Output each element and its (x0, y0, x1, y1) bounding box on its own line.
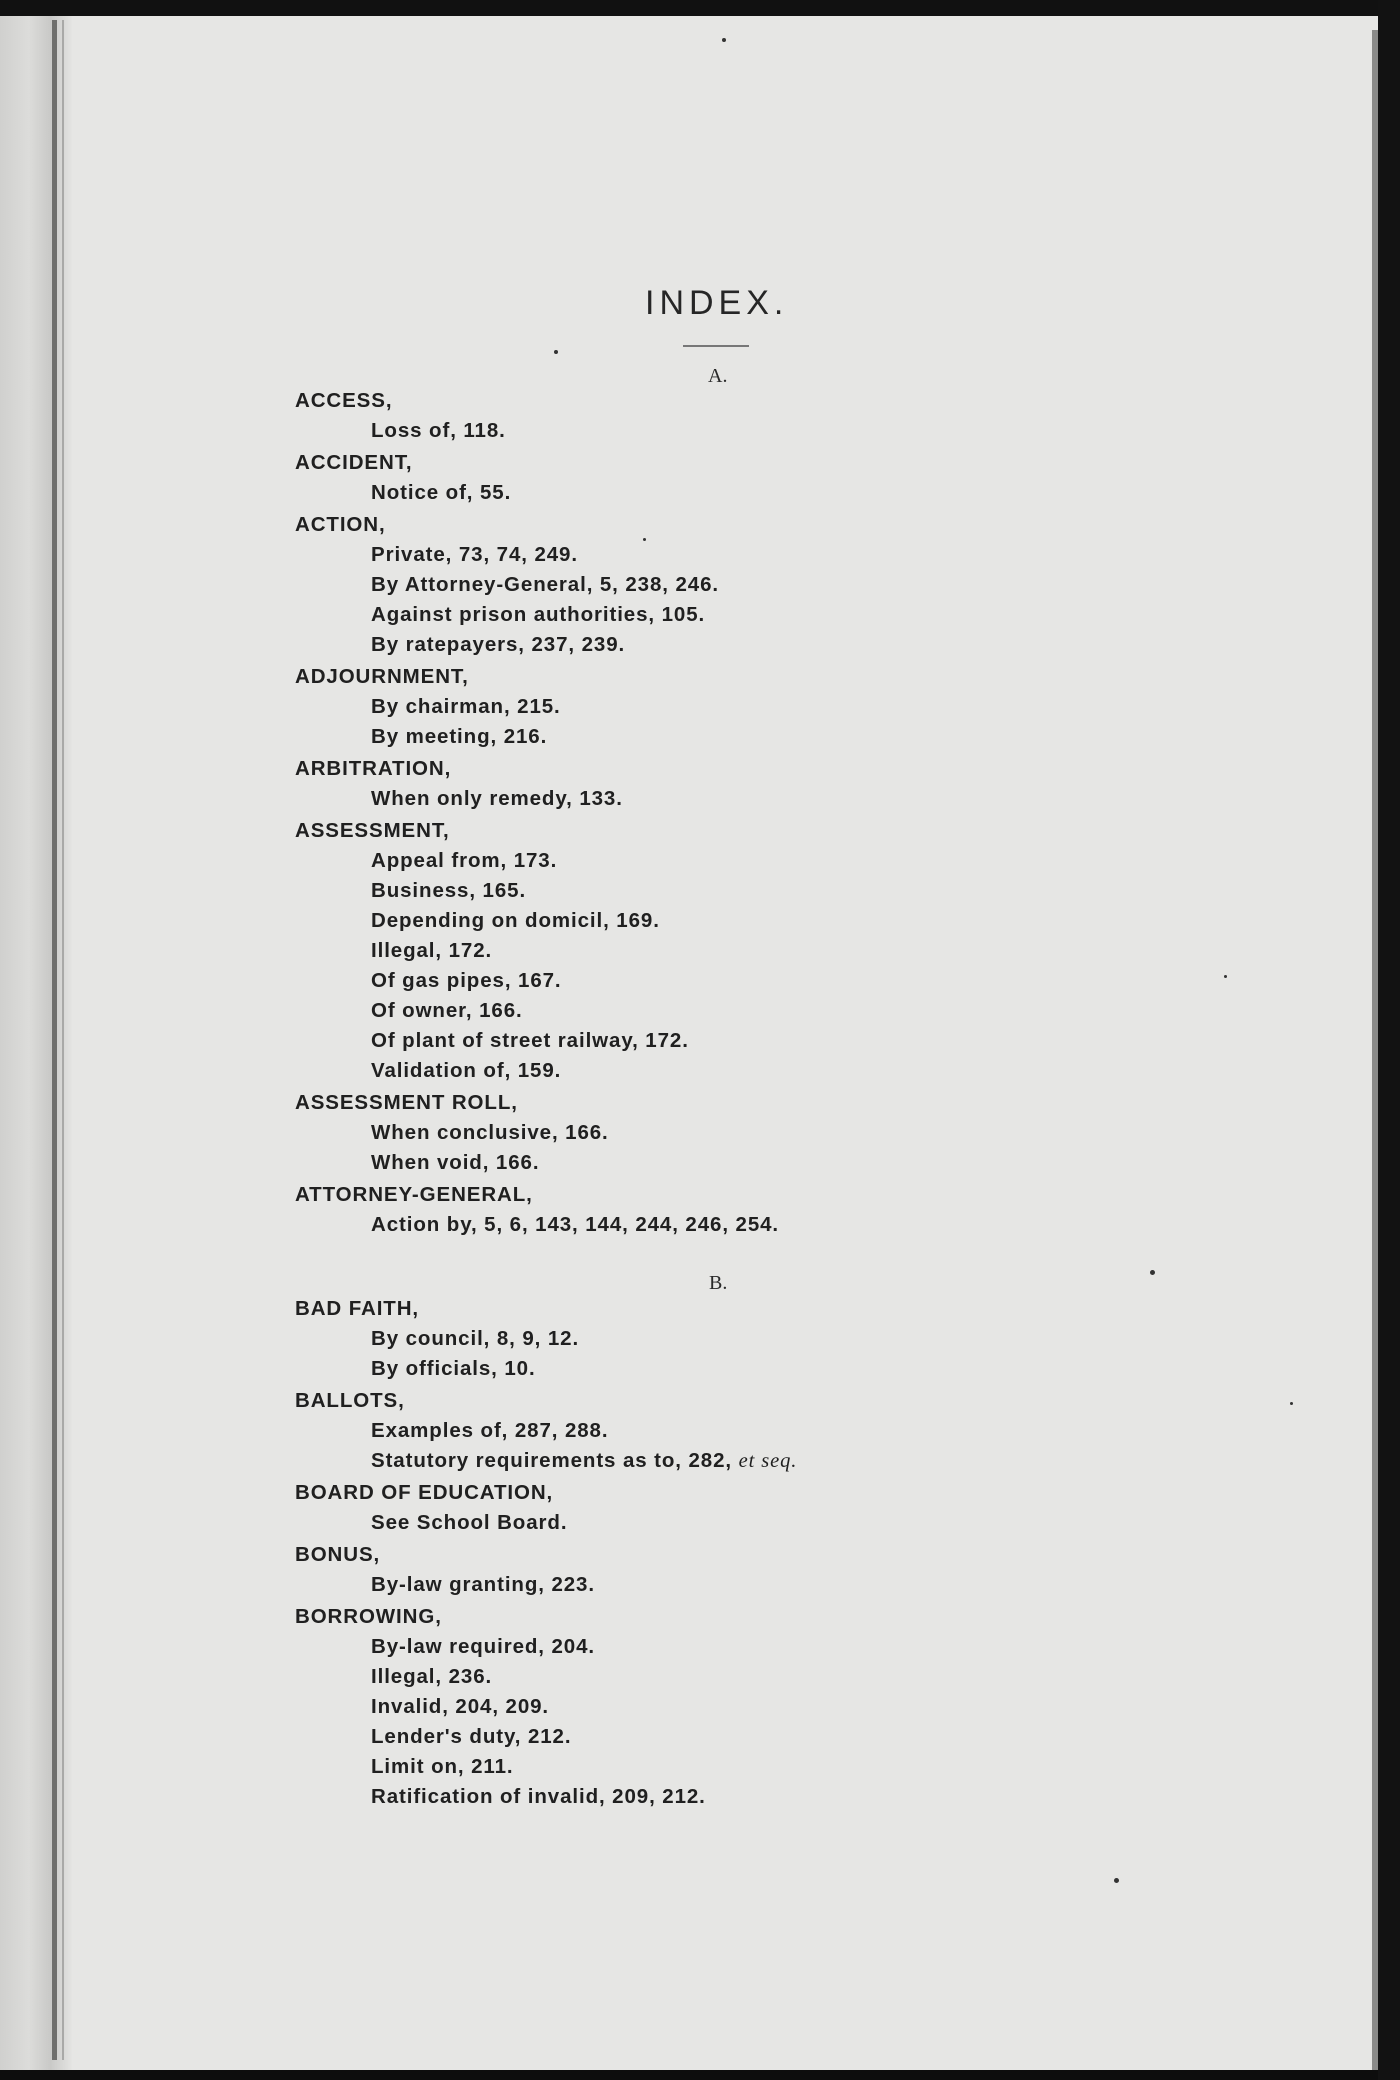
section-letter-a: A. (708, 365, 728, 387)
entry-text: By ratepayers, 237, 239. (371, 633, 626, 656)
entry-text: Appeal from, 173. (371, 849, 558, 872)
index-heading (295, 757, 451, 781)
index-subentry (371, 1635, 595, 1659)
index-heading (295, 513, 386, 537)
index-subentry (371, 419, 506, 443)
entry-text: Action by, 5, 6, 143, 144, 244, 246, 254. (371, 1213, 780, 1236)
index-subentry (371, 909, 660, 933)
index-heading (295, 1543, 380, 1567)
index-subentry (371, 1755, 513, 1779)
entry-text: By officials, 10. (371, 1357, 536, 1380)
entry-text: Business, 165. (371, 879, 527, 902)
index-heading (295, 1091, 518, 1115)
entry-text: By-law required, 204. (371, 1635, 595, 1658)
entry-text: Of plant of street railway, 172. (371, 1029, 689, 1052)
entry-text: BOARD OF EDUCATION, (295, 1481, 554, 1504)
index-subentry (371, 725, 547, 749)
entry-text: Ratification of invalid, 209, 212. (371, 1785, 706, 1808)
index-subentry (371, 1511, 567, 1535)
entry-text: By chairman, 215. (371, 695, 561, 718)
binding-edge (62, 20, 64, 2060)
index-subentry (371, 633, 625, 657)
speck (1224, 975, 1227, 978)
index-subentry (371, 1121, 609, 1145)
page-title: INDEX. (645, 284, 789, 322)
entry-text: Loss of, 118. (371, 419, 506, 442)
index-subentry (371, 999, 523, 1023)
entry-text: See School Board. (371, 1511, 568, 1534)
index-subentry (371, 1573, 595, 1597)
entry-text: By-law granting, 223. (371, 1573, 595, 1596)
index-heading (295, 1297, 419, 1321)
entry-text: Private, 73, 74, 249. (371, 543, 578, 566)
entry-text: Limit on, 211. (371, 1755, 514, 1778)
index-subentry (371, 939, 492, 963)
index-subentry (371, 573, 719, 597)
scan-top-edge (0, 0, 1400, 16)
index-heading (295, 1481, 553, 1505)
entry-text: When conclusive, 166. (371, 1121, 609, 1144)
entry-text: Depending on domicil, 169. (371, 909, 660, 932)
index-heading (295, 389, 392, 413)
entry-text: Against prison authorities, 105. (371, 603, 706, 626)
section-letter-b: B. (709, 1272, 728, 1294)
entry-text: Notice of, 55. (371, 481, 512, 504)
index-subentry (371, 1151, 539, 1175)
entry-text: ATTORNEY-GENERAL, (295, 1183, 533, 1206)
speck (643, 538, 646, 541)
entry-text: Of owner, 166. (371, 999, 523, 1022)
index-heading (295, 1389, 405, 1413)
index-subentry (371, 849, 557, 873)
entry-text: BORROWING, (295, 1605, 442, 1628)
index-subentry (371, 1029, 689, 1053)
entry-text: Illegal, 236. (371, 1665, 493, 1688)
index-subentry (371, 695, 561, 719)
index-subentry (371, 969, 562, 993)
entry-text: Illegal, 172. (371, 939, 493, 962)
entry-text: ACCESS, (295, 389, 393, 412)
index-subentry (371, 1357, 536, 1381)
index-heading (295, 819, 450, 843)
index-subentry (371, 603, 705, 627)
speck (1150, 1270, 1155, 1275)
entry-text: By meeting, 216. (371, 725, 548, 748)
entry-text: ARBITRATION, (295, 757, 452, 780)
index-subentry (371, 1213, 779, 1237)
index-subentry (371, 1449, 797, 1473)
entry-text: ACCIDENT, (295, 451, 413, 474)
index-heading (295, 665, 469, 689)
entry-text: Examples of, 287, 288. (371, 1419, 609, 1442)
entry-text: BALLOTS, (295, 1389, 405, 1412)
entry-italic-text: et seq. (738, 1450, 798, 1472)
index-heading (295, 1605, 442, 1629)
entry-text: ACTION, (295, 513, 386, 536)
index-subentry (371, 787, 623, 811)
index-subentry (371, 1665, 492, 1689)
index-subentry (371, 1695, 549, 1719)
index-heading (295, 1183, 533, 1207)
speck (1114, 1878, 1119, 1883)
entry-text: ADJOURNMENT, (295, 665, 469, 688)
entry-text: BONUS, (295, 1543, 381, 1566)
index-subentry (371, 481, 511, 505)
entry-text: Of gas pipes, 167. (371, 969, 562, 992)
entry-text: When only remedy, 133. (371, 787, 623, 810)
entry-text: By council, 8, 9, 12. (371, 1327, 580, 1350)
speck (554, 350, 558, 354)
entry-text: BAD FAITH, (295, 1297, 420, 1320)
index-subentry (371, 879, 526, 903)
binding-shadow (52, 20, 57, 2060)
index-heading (295, 451, 412, 475)
entry-text: By Attorney-General, 5, 238, 246. (371, 573, 719, 596)
index-subentry (371, 1059, 561, 1083)
scan-right-edge (1378, 0, 1400, 2080)
index-subentry (371, 1419, 608, 1443)
index-subentry (371, 1327, 579, 1351)
index-subentry (371, 543, 578, 567)
entry-text: ASSESSMENT ROLL, (295, 1091, 518, 1114)
entry-text: Invalid, 204, 209. (371, 1695, 550, 1718)
entry-text: Statutory requirements as to, 282, (371, 1449, 732, 1472)
scan-bottom-edge (0, 2070, 1400, 2080)
index-subentry (371, 1785, 706, 1809)
entry-text: Validation of, 159. (371, 1059, 562, 1082)
entry-text: Lender's duty, 212. (371, 1725, 572, 1748)
title-rule (683, 345, 749, 347)
speck (722, 38, 726, 42)
entry-text: ASSESSMENT, (295, 819, 450, 842)
entry-text: When void, 166. (371, 1151, 540, 1174)
index-subentry (371, 1725, 571, 1749)
speck (1290, 1402, 1293, 1405)
